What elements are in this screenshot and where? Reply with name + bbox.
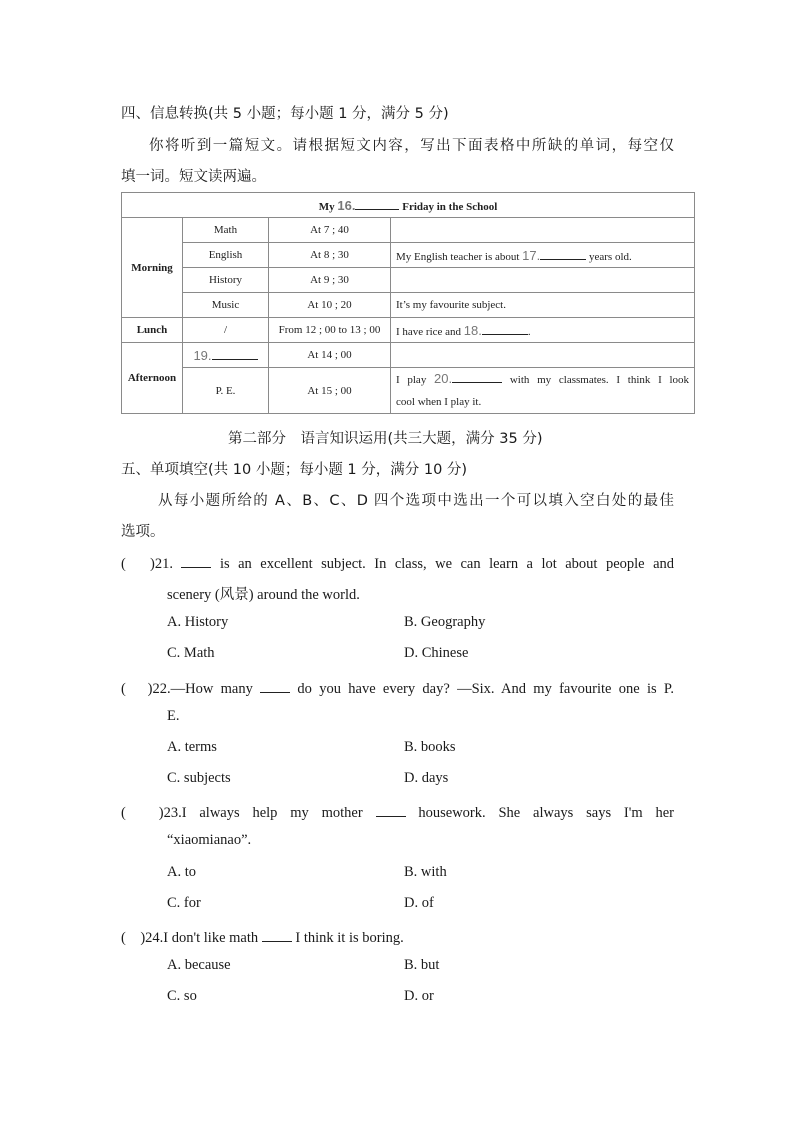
- option-c[interactable]: C. for: [167, 895, 201, 911]
- subject-cell: Math: [183, 218, 269, 243]
- afternoon-label: Afternoon: [122, 343, 183, 414]
- question-blank: [262, 929, 292, 942]
- question-blank: [260, 680, 290, 693]
- option-a[interactable]: A. because: [167, 957, 231, 973]
- answer-paren[interactable]: ( )23.: [121, 805, 182, 821]
- option-c[interactable]: C. so: [167, 988, 197, 1004]
- note-cell: [391, 218, 695, 243]
- option-b[interactable]: B. Geography: [404, 614, 486, 630]
- subject-cell: P. E.: [183, 368, 269, 414]
- option-d[interactable]: D. or: [404, 988, 434, 1004]
- blank-18-number: 18.: [463, 322, 482, 338]
- morning-label: Morning: [122, 218, 183, 318]
- question-blank: [181, 555, 211, 568]
- blank-16-number: 16.: [337, 197, 356, 213]
- note-cell: I play 20. with my classmates. I think I look cool when I play it.: [391, 368, 695, 414]
- subject-cell: [183, 343, 269, 368]
- option-b[interactable]: B. with: [404, 864, 447, 880]
- blank-20[interactable]: [452, 372, 502, 383]
- time-cell: At 15 ; 00: [269, 368, 391, 414]
- question-22-line2: E.: [167, 708, 180, 724]
- part2-heading: 第二部分 语言知识运用(共三大题，满分 35 分): [228, 431, 543, 447]
- blank-20-number: 20.: [434, 371, 453, 386]
- question-23-line1: ( )23.I always help my mother housework. She always says I'm her: [121, 805, 675, 821]
- note-cell: I have rice and 18. .: [391, 318, 695, 343]
- subject-cell: Music: [183, 293, 269, 318]
- answer-paren[interactable]: ( )24.: [121, 930, 164, 946]
- section4-instruction-line1: 你将听到一篇短文。请根据短文内容，写出下面表格中所缺的单词，每空仅: [149, 138, 674, 154]
- blank-19[interactable]: [212, 349, 258, 360]
- question-24-line1: ( )24.I don't like math I think it is boring.: [121, 930, 404, 946]
- answer-paren[interactable]: ( )21.: [121, 556, 173, 572]
- section4-title: 四、信息转换(共 5 小题；每小题 1 分，满分 5 分): [121, 106, 449, 122]
- option-a[interactable]: A. History: [167, 614, 229, 630]
- info-table: [121, 192, 695, 414]
- option-d[interactable]: D. days: [404, 770, 449, 786]
- table-title: My 16. Friday in the School: [122, 193, 695, 218]
- blank-17[interactable]: [540, 249, 586, 260]
- answer-paren[interactable]: ( )22.: [121, 681, 171, 697]
- question-21-line2: scenery (风景) around the world.: [167, 587, 360, 603]
- section5-instruction-line1: 从每小题所给的 A、B、C、D 四个选项中选出一个可以填入空白处的最佳: [158, 493, 674, 509]
- blank-19-number: 19.: [193, 347, 212, 363]
- section4-instruction-line2: 填一词。短文读两遍。: [121, 169, 266, 185]
- time-cell: From 12 ; 00 to 13 ; 00: [269, 318, 391, 343]
- question-22-line1: ( )22.—How many do you have every day? —Six. And my favourite one is P.: [121, 681, 674, 697]
- option-b[interactable]: B. books: [404, 739, 456, 755]
- option-c[interactable]: C. Math: [167, 645, 215, 661]
- time-cell: At 14 ; 00: [269, 343, 391, 368]
- option-a[interactable]: A. to: [167, 864, 196, 880]
- blank-18[interactable]: [482, 324, 528, 335]
- note-cell: [391, 268, 695, 293]
- question-21-line1: ( )21. is an excellent subject. In class, we can learn a lot about people and: [121, 556, 675, 572]
- time-cell: At 9 ; 30: [269, 268, 391, 293]
- question-blank: [376, 804, 406, 817]
- subject-cell: English: [183, 243, 269, 268]
- option-a[interactable]: A. terms: [167, 739, 217, 755]
- time-cell: At 7 ; 40: [269, 218, 391, 243]
- option-d[interactable]: D. Chinese: [404, 645, 469, 661]
- note-cell: My English teacher is about 17. years old.: [391, 243, 695, 268]
- subject-cell: /: [183, 318, 269, 343]
- note-cell: It’s my favourite subject.: [391, 293, 695, 318]
- time-cell: At 10 ; 20: [269, 293, 391, 318]
- section5-instruction-line2: 选项。: [121, 524, 165, 540]
- lunch-label: Lunch: [122, 318, 183, 343]
- time-cell: At 8 ; 30: [269, 243, 391, 268]
- option-b[interactable]: B. but: [404, 957, 440, 973]
- blank-17-number: 17.: [522, 247, 541, 263]
- subject-cell: History: [183, 268, 269, 293]
- section5-title: 五、单项填空(共 10 小题；每小题 1 分，满分 10 分): [121, 462, 468, 478]
- option-c[interactable]: C. subjects: [167, 770, 231, 786]
- blank-16[interactable]: [355, 199, 399, 210]
- note-cell: [391, 343, 695, 368]
- question-23-line2: “xiaomianao”.: [167, 832, 252, 848]
- option-d[interactable]: D. of: [404, 895, 434, 911]
